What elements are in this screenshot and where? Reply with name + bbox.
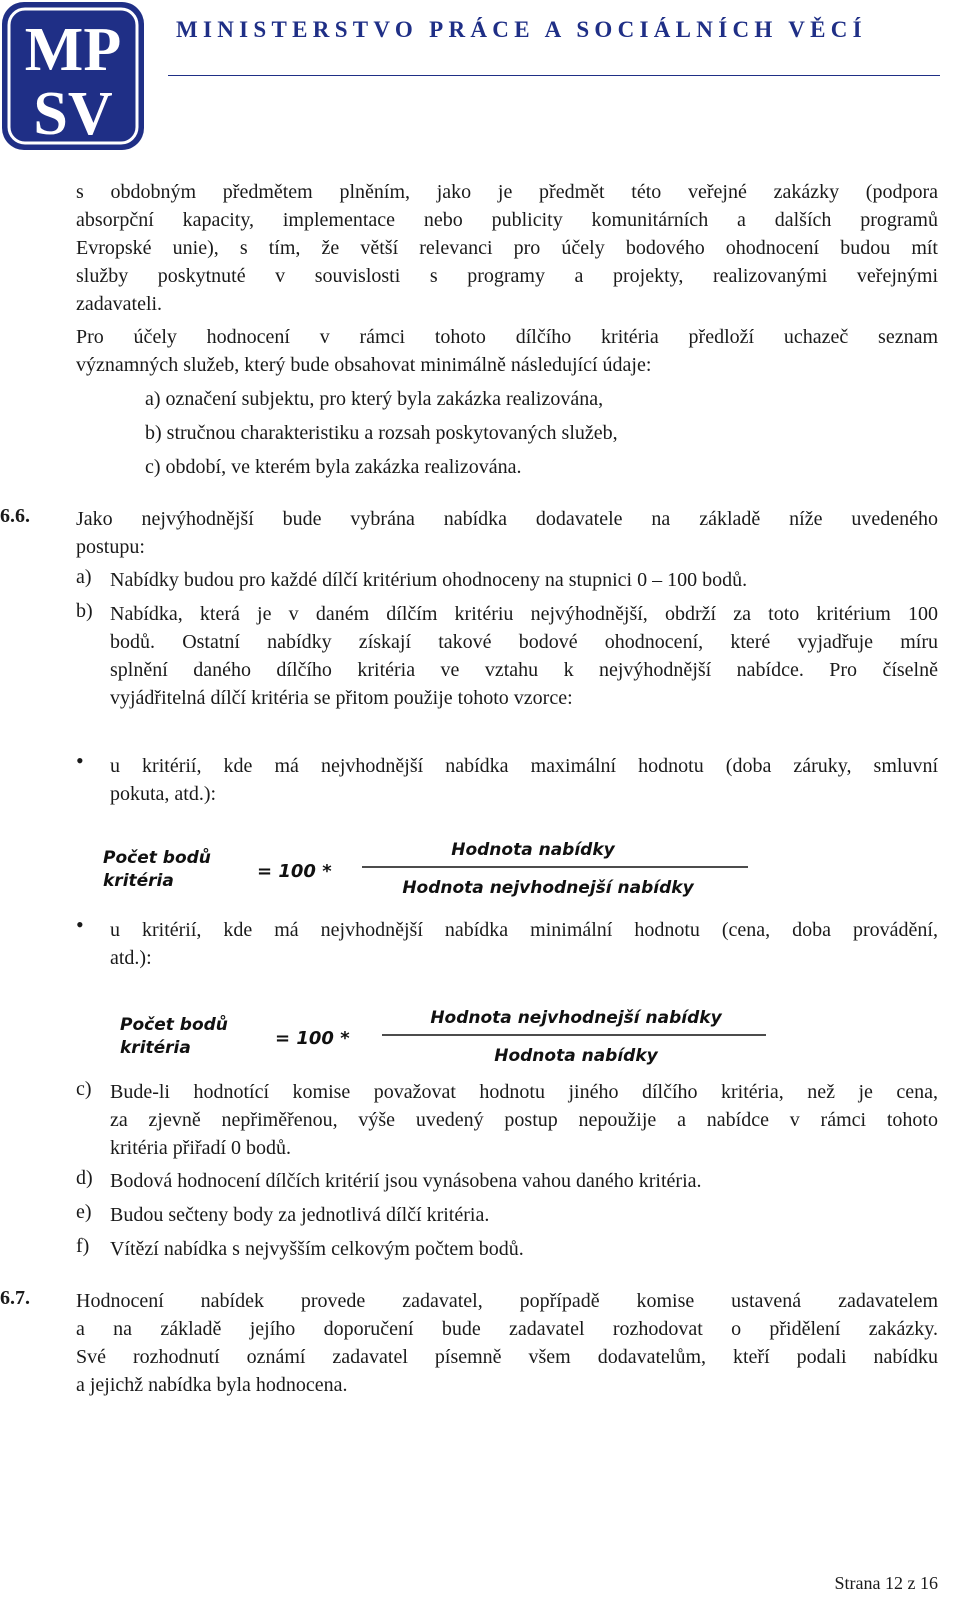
section-line: Jako nejvýhodnější bude vybrána nabídka dodavatele na základě níže uvedeného: [76, 508, 938, 530]
list-item-text: Vítězí nabídka s nejvyšším celkovým počtem bodů.: [110, 1238, 524, 1260]
formula-numerator: Hodnota nejvhodnejší nabídky: [430, 1008, 722, 1028]
evaluation-list-item: a) označení subjektu, pro který byla zakázka realizována,: [145, 388, 604, 410]
list-label: c): [76, 1078, 92, 1100]
formula-lhs-line2: kritéria: [103, 871, 174, 891]
intro-line: Evropské unie), s tím, že větší relevanci pro účely bodového ohodnocení budou mít: [76, 237, 938, 259]
bullet-icon: •: [76, 912, 84, 937]
bullet-text: pokuta, atd.):: [110, 783, 217, 805]
section-line: Své rozhodnutí oznámí zadavatel písemně všem dodavatelům, kteří podali nabídku: [76, 1346, 938, 1368]
list-label: e): [76, 1201, 92, 1223]
header-rule: [168, 75, 940, 76]
formula-min: [100, 1003, 770, 1073]
list-item-text: kritéria přiřadí 0 bodů.: [110, 1137, 292, 1159]
intro-line: s obdobným předmětem plněním, jako je předmět této veřejné zakázky (podpora: [76, 181, 938, 203]
section-line: a na základě jejího doporučení bude zadavatel rozhodovat o přidělení zakázky.: [76, 1318, 938, 1340]
section-line: a jejichž nabídka byla hodnocena.: [76, 1374, 348, 1396]
evaluation-list-item: b) stručnou charakteristiku a rozsah poskytovaných služeb,: [145, 422, 618, 444]
formula-multiplier: = 100 *: [257, 861, 332, 882]
intro-line: absorpční kapacity, implementace nebo publicity komunitárních a dalších programů: [76, 209, 938, 231]
ministry-title: MINISTERSTVO PRÁCE A SOCIÁLNÍCH VĚCÍ: [176, 17, 867, 42]
section-number: 6.7.: [0, 1287, 30, 1309]
logo-text-sv: SV: [33, 80, 113, 148]
list-item-text: Nabídka, která je v daném dílčím kritériu nejvýhodnější, obdrží za toto kritérium 100: [110, 603, 938, 625]
intro-line: služby poskytnuté v souvislosti s programy a projekty, realizovanými veřejnými: [76, 265, 938, 287]
formula-lhs-line1: Počet bodů: [120, 1015, 228, 1035]
formula-denominator: Hodnota nejvhodnejší nabídky: [402, 878, 694, 898]
mpsv-logo: [0, 0, 146, 152]
formula-numerator: Hodnota nabídky: [451, 840, 615, 860]
page-number: Strana 12 z 16: [834, 1573, 938, 1593]
list-item-text: Bude-li hodnotící komise považovat hodnotu jiného dílčího kritéria, než je cena,: [110, 1081, 938, 1103]
formula-multiplier: = 100 *: [275, 1028, 350, 1049]
bullet-icon: •: [76, 748, 84, 773]
formula-lhs-line1: Počet bodů: [103, 848, 211, 868]
bullet-text: u kritérií, kde má nejvhodnější nabídka minimální hodnotu (cena, doba provádění,: [110, 919, 938, 941]
formula-denominator: Hodnota nabídky: [494, 1046, 658, 1066]
intro-line: zadavateli.: [76, 293, 163, 315]
list-item-text: bodů. Ostatní nabídky získají takové bodové ohodnocení, které vyjadřuje míru: [110, 631, 938, 653]
bullet-text: u kritérií, kde má nejvhodnější nabídka maximální hodnotu (doba záruky, smluvní: [110, 755, 938, 777]
list-item-text: Nabídky budou pro každé dílčí kritérium ohodnoceny na stupnici 0 – 100 bodů.: [110, 569, 748, 591]
section-line: postupu:: [76, 536, 145, 558]
section-number: 6.6.: [0, 505, 30, 527]
list-item-text: Budou sečteny body za jednotlivá dílčí kritéria.: [110, 1204, 490, 1226]
list-label: f): [76, 1235, 90, 1257]
list-item-text: vyjádřitelná dílčí kritéria se přitom použije tohoto vzorce:: [110, 687, 573, 709]
evaluation-list-item: c) období, ve kterém byla zakázka realizována.: [145, 456, 522, 478]
list-label: b): [76, 600, 93, 622]
list-label: a): [76, 566, 92, 588]
section-line: Hodnocení nabídek provede zadavatel, popřípadě komise ustavená zadavatelem: [76, 1290, 938, 1312]
logo-text-mp: MP: [24, 16, 122, 84]
bullet-text: atd.):: [110, 947, 152, 969]
formula-lhs-line2: kritéria: [120, 1038, 191, 1058]
evaluation-line: významných služeb, který bude obsahovat minimálně následující údaje:: [76, 354, 652, 376]
evaluation-line: Pro účely hodnocení v rámci tohoto dílčího kritéria předloží uchazeč seznam: [76, 326, 938, 348]
list-label: d): [76, 1167, 93, 1189]
formula-max: [100, 838, 770, 908]
list-item-text: splnění daného dílčího kritéria ve vztahu k nejvýhodnější nabídce. Pro číselně: [110, 659, 938, 681]
list-item-text: za zjevně nepřiměřenou, výše uvedený postup nepoužije a nabídce v rámci tohoto: [110, 1109, 938, 1131]
list-item-text: Bodová hodnocení dílčích kritérií jsou vynásobena vahou daného kritéria.: [110, 1170, 702, 1192]
